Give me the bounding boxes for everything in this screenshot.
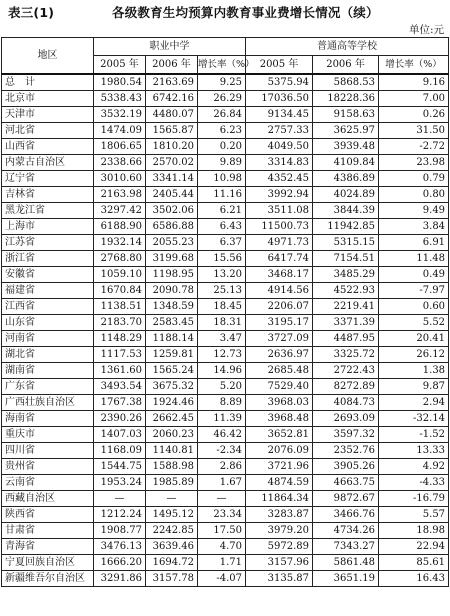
- higher-growth-cell: 0.79: [379, 171, 449, 187]
- vocational-2005-cell: 1932.14: [94, 235, 146, 251]
- higher-growth-cell: 13.33: [379, 443, 449, 459]
- higher-2005-cell: 5375.94: [246, 74, 313, 91]
- region-cell: 总 计: [2, 74, 94, 91]
- header-higher-education: 普通高等学校: [246, 38, 449, 56]
- table-row: [2, 491, 449, 507]
- higher-growth-cell: 1.38: [379, 363, 449, 379]
- vocational-2005-cell: 1168.09: [94, 443, 146, 459]
- higher-2005-cell: 3727.09: [246, 331, 313, 347]
- region-cell: 黑龙江省: [2, 203, 94, 219]
- higher-growth-cell: -1.52: [379, 427, 449, 443]
- vocational-2005-cell: 1806.65: [94, 139, 146, 155]
- higher-growth-cell: 0.26: [379, 107, 449, 123]
- region-cell: 江西省: [2, 299, 94, 315]
- higher-2005-cell: 2076.09: [246, 443, 313, 459]
- vocational-2005-cell: 1953.24: [94, 475, 146, 491]
- vocational-2006-cell: 1565.87: [146, 123, 198, 139]
- vocational-2006-cell: 1810.20: [146, 139, 198, 155]
- unit-label: 单位:元: [408, 24, 444, 36]
- region-cell: 内蒙古自治区: [2, 155, 94, 171]
- vocational-growth-cell: 13.20: [198, 267, 246, 283]
- vocational-growth-cell: 11.16: [198, 187, 246, 203]
- region-cell: 湖北省: [2, 347, 94, 363]
- region-cell: 福建省: [2, 283, 94, 299]
- higher-growth-cell: 5.52: [379, 315, 449, 331]
- vocational-2006-cell: 1140.81: [146, 443, 198, 459]
- higher-2005-cell: 3992.94: [246, 187, 313, 203]
- higher-2005-cell: 2206.07: [246, 299, 313, 315]
- region-cell: 新疆维吾尔自治区: [2, 571, 94, 587]
- region-cell: 陕西省: [2, 507, 94, 523]
- table-row: [2, 411, 449, 427]
- vocational-2006-cell: 1588.98: [146, 459, 198, 475]
- table-row: [2, 251, 449, 267]
- higher-2005-cell: 17036.50: [246, 91, 313, 107]
- vocational-growth-cell: 6.23: [198, 123, 246, 139]
- higher-2005-cell: 3314.83: [246, 155, 313, 171]
- higher-growth-cell: -4.33: [379, 475, 449, 491]
- vocational-2006-cell: 1565.24: [146, 363, 198, 379]
- region-cell: 云南省: [2, 475, 94, 491]
- region-cell: 青海省: [2, 539, 94, 555]
- higher-2005-cell: 3283.87: [246, 507, 313, 523]
- vocational-2006-cell: 1694.72: [146, 555, 198, 571]
- table-row: [2, 203, 449, 219]
- higher-2005-cell: 3968.03: [246, 395, 313, 411]
- vocational-2006-cell: 6742.16: [146, 91, 198, 107]
- table-row: [2, 91, 449, 107]
- vocational-2006-cell: 4480.07: [146, 107, 198, 123]
- region-cell: 辽宁省: [2, 171, 94, 187]
- vocational-growth-cell: 18.45: [198, 299, 246, 315]
- table-row: [2, 555, 449, 571]
- vocational-2005-cell: 1767.38: [94, 395, 146, 411]
- higher-2006-cell: 2693.09: [313, 411, 379, 427]
- table-row: [2, 187, 449, 203]
- vocational-growth-cell: 0.20: [198, 139, 246, 155]
- table-row: [2, 507, 449, 523]
- vocational-2005-cell: 2768.80: [94, 251, 146, 267]
- table-row: [2, 459, 449, 475]
- vocational-2005-cell: 6188.90: [94, 219, 146, 235]
- table-row: [2, 523, 449, 539]
- vocational-2005-cell: 3532.19: [94, 107, 146, 123]
- vocational-2005-cell: 1544.75: [94, 459, 146, 475]
- region-cell: 重庆市: [2, 427, 94, 443]
- table-title-text: 各级教育生均预算内教育事业费增长情况（续）: [112, 5, 379, 20]
- vocational-2005-cell: 1474.09: [94, 123, 146, 139]
- higher-2005-cell: 2757.33: [246, 123, 313, 139]
- higher-2006-cell: 3485.29: [313, 267, 379, 283]
- higher-2006-cell: 2219.41: [313, 299, 379, 315]
- vocational-growth-cell: 4.70: [198, 539, 246, 555]
- vocational-growth-cell: 14.96: [198, 363, 246, 379]
- vocational-growth-cell: —: [198, 491, 246, 507]
- vocational-growth-cell: 9.89: [198, 155, 246, 171]
- region-cell: 安徽省: [2, 267, 94, 283]
- table-row: [2, 299, 449, 315]
- higher-growth-cell: -7.97: [379, 283, 449, 299]
- higher-growth-cell: 11.48: [379, 251, 449, 267]
- table-row: [2, 235, 449, 251]
- higher-growth-cell: -32.14: [379, 411, 449, 427]
- vocational-2005-cell: —: [94, 491, 146, 507]
- region-cell: 山西省: [2, 139, 94, 155]
- higher-growth-cell: 0.49: [379, 267, 449, 283]
- higher-2005-cell: 3195.17: [246, 315, 313, 331]
- vocational-growth-cell: 6.37: [198, 235, 246, 251]
- table-row: [2, 347, 449, 363]
- vocational-2005-cell: 2338.66: [94, 155, 146, 171]
- vocational-2006-cell: 3157.78: [146, 571, 198, 587]
- table-row: [2, 74, 449, 91]
- higher-2005-cell: 3135.87: [246, 571, 313, 587]
- header-year-2006-vocational: 2006 年: [146, 56, 198, 75]
- higher-2006-cell: 5868.53: [313, 74, 379, 91]
- vocational-growth-cell: 8.89: [198, 395, 246, 411]
- higher-2005-cell: 3511.08: [246, 203, 313, 219]
- higher-2006-cell: 2722.43: [313, 363, 379, 379]
- region-cell: 吉林省: [2, 187, 94, 203]
- vocational-2005-cell: 3476.13: [94, 539, 146, 555]
- vocational-2005-cell: 1361.60: [94, 363, 146, 379]
- vocational-2005-cell: 1117.53: [94, 347, 146, 363]
- vocational-growth-cell: 1.67: [198, 475, 246, 491]
- higher-2006-cell: 18228.36: [313, 91, 379, 107]
- table-row: [2, 107, 449, 123]
- higher-2006-cell: 4109.84: [313, 155, 379, 171]
- vocational-2006-cell: 1188.14: [146, 331, 198, 347]
- region-cell: 海南省: [2, 411, 94, 427]
- vocational-growth-cell: 3.47: [198, 331, 246, 347]
- vocational-2006-cell: 2055.23: [146, 235, 198, 251]
- vocational-2005-cell: 1908.77: [94, 523, 146, 539]
- header-year-2006-higher: 2006 年: [313, 56, 379, 75]
- higher-2006-cell: 11942.85: [313, 219, 379, 235]
- higher-growth-cell: 0.60: [379, 299, 449, 315]
- higher-growth-cell: 22.94: [379, 539, 449, 555]
- region-cell: 河北省: [2, 123, 94, 139]
- table-row: [2, 475, 449, 491]
- vocational-2005-cell: 2390.26: [94, 411, 146, 427]
- higher-growth-cell: 23.98: [379, 155, 449, 171]
- table-row: [2, 267, 449, 283]
- higher-growth-cell: 20.41: [379, 331, 449, 347]
- higher-2005-cell: 3968.48: [246, 411, 313, 427]
- higher-growth-cell: 6.91: [379, 235, 449, 251]
- higher-growth-cell: 2.94: [379, 395, 449, 411]
- vocational-growth-cell: 10.98: [198, 171, 246, 187]
- vocational-2005-cell: 5338.43: [94, 91, 146, 107]
- higher-2005-cell: 4874.59: [246, 475, 313, 491]
- table-row: [2, 283, 449, 299]
- table-row: [2, 155, 449, 171]
- region-cell: 四川省: [2, 443, 94, 459]
- table-row: [2, 379, 449, 395]
- vocational-2006-cell: 1985.89: [146, 475, 198, 491]
- vocational-2006-cell: 2242.85: [146, 523, 198, 539]
- vocational-2006-cell: 1259.81: [146, 347, 198, 363]
- higher-2006-cell: 4487.95: [313, 331, 379, 347]
- vocational-2005-cell: 1138.51: [94, 299, 146, 315]
- vocational-growth-cell: 12.73: [198, 347, 246, 363]
- table-row: [2, 139, 449, 155]
- higher-2005-cell: 7529.40: [246, 379, 313, 395]
- higher-2005-cell: 4352.45: [246, 171, 313, 187]
- table-row: [2, 395, 449, 411]
- table-row: [2, 219, 449, 235]
- higher-2006-cell: 4084.73: [313, 395, 379, 411]
- higher-growth-cell: 9.87: [379, 379, 449, 395]
- header-growth-higher: 增长率（%）: [379, 56, 449, 75]
- vocational-growth-cell: 15.56: [198, 251, 246, 267]
- vocational-2006-cell: 2662.45: [146, 411, 198, 427]
- vocational-growth-cell: 9.25: [198, 74, 246, 91]
- vocational-2006-cell: 3675.32: [146, 379, 198, 395]
- higher-2006-cell: 3625.97: [313, 123, 379, 139]
- higher-2005-cell: 4914.56: [246, 283, 313, 299]
- higher-growth-cell: 9.49: [379, 203, 449, 219]
- vocational-growth-cell: 23.34: [198, 507, 246, 523]
- vocational-2006-cell: 1495.12: [146, 507, 198, 523]
- vocational-2005-cell: 1407.03: [94, 427, 146, 443]
- vocational-growth-cell: 1.71: [198, 555, 246, 571]
- table-row: [2, 363, 449, 379]
- higher-2006-cell: 3844.39: [313, 203, 379, 219]
- higher-growth-cell: -16.79: [379, 491, 449, 507]
- higher-2006-cell: 3325.72: [313, 347, 379, 363]
- table-row: [2, 171, 449, 187]
- region-cell: 西藏自治区: [2, 491, 94, 507]
- higher-growth-cell: 31.50: [379, 123, 449, 139]
- higher-2006-cell: 9158.63: [313, 107, 379, 123]
- higher-2006-cell: 2352.76: [313, 443, 379, 459]
- higher-2005-cell: 3157.96: [246, 555, 313, 571]
- table-row: [2, 571, 449, 587]
- vocational-growth-cell: 6.43: [198, 219, 246, 235]
- higher-growth-cell: 85.61: [379, 555, 449, 571]
- higher-2005-cell: 3468.17: [246, 267, 313, 283]
- header-year-2005-higher: 2005 年: [246, 56, 313, 75]
- vocational-growth-cell: -4.07: [198, 571, 246, 587]
- vocational-2006-cell: 2090.78: [146, 283, 198, 299]
- table-row: [2, 331, 449, 347]
- header-year-2005-vocational: 2005 年: [94, 56, 146, 75]
- vocational-2006-cell: 3199.68: [146, 251, 198, 267]
- vocational-2006-cell: 1924.46: [146, 395, 198, 411]
- region-cell: 广西壮族自治区: [2, 395, 94, 411]
- higher-2006-cell: 3905.26: [313, 459, 379, 475]
- higher-2005-cell: 3979.20: [246, 523, 313, 539]
- higher-2006-cell: 4522.93: [313, 283, 379, 299]
- higher-growth-cell: 26.12: [379, 347, 449, 363]
- higher-2006-cell: 3466.76: [313, 507, 379, 523]
- higher-2006-cell: 4386.89: [313, 171, 379, 187]
- vocational-growth-cell: 18.31: [198, 315, 246, 331]
- higher-2006-cell: 8272.89: [313, 379, 379, 395]
- vocational-growth-cell: 11.39: [198, 411, 246, 427]
- region-cell: 贵州省: [2, 459, 94, 475]
- vocational-2006-cell: 2405.44: [146, 187, 198, 203]
- vocational-2005-cell: 3493.54: [94, 379, 146, 395]
- header-region: 地区: [2, 38, 94, 75]
- vocational-2005-cell: 3297.42: [94, 203, 146, 219]
- region-cell: 宁夏回族自治区: [2, 555, 94, 571]
- vocational-growth-cell: 26.29: [198, 91, 246, 107]
- vocational-growth-cell: 5.20: [198, 379, 246, 395]
- higher-2006-cell: 5315.15: [313, 235, 379, 251]
- vocational-2005-cell: 2163.98: [94, 187, 146, 203]
- vocational-growth-cell: -2.34: [198, 443, 246, 459]
- vocational-growth-cell: 25.13: [198, 283, 246, 299]
- higher-2005-cell: 11864.34: [246, 491, 313, 507]
- higher-2006-cell: 4024.89: [313, 187, 379, 203]
- vocational-2006-cell: 6586.88: [146, 219, 198, 235]
- higher-2006-cell: 3651.19: [313, 571, 379, 587]
- vocational-2005-cell: 1148.29: [94, 331, 146, 347]
- vocational-2006-cell: 2163.69: [146, 74, 198, 91]
- region-cell: 甘肃省: [2, 523, 94, 539]
- table-row: [2, 123, 449, 139]
- region-cell: 上海市: [2, 219, 94, 235]
- higher-2005-cell: 4971.73: [246, 235, 313, 251]
- table-body: [2, 74, 449, 587]
- vocational-growth-cell: 6.21: [198, 203, 246, 219]
- region-cell: 山东省: [2, 315, 94, 331]
- higher-2006-cell: 4734.26: [313, 523, 379, 539]
- region-cell: 北京市: [2, 91, 94, 107]
- region-cell: 湖南省: [2, 363, 94, 379]
- vocational-2005-cell: 3291.86: [94, 571, 146, 587]
- higher-growth-cell: 4.92: [379, 459, 449, 475]
- table-row: [2, 427, 449, 443]
- vocational-2005-cell: 1059.10: [94, 267, 146, 283]
- header-growth-vocational: 增长率（%）: [198, 56, 246, 75]
- vocational-2005-cell: 2183.70: [94, 315, 146, 331]
- vocational-2006-cell: 1348.59: [146, 299, 198, 315]
- table-row: [2, 315, 449, 331]
- region-cell: 天津市: [2, 107, 94, 123]
- higher-2006-cell: 4663.75: [313, 475, 379, 491]
- higher-2005-cell: 3721.96: [246, 459, 313, 475]
- higher-growth-cell: 5.57: [379, 507, 449, 523]
- vocational-2005-cell: 1666.20: [94, 555, 146, 571]
- vocational-growth-cell: 2.86: [198, 459, 246, 475]
- vocational-growth-cell: 46.42: [198, 427, 246, 443]
- higher-growth-cell: 18.98: [379, 523, 449, 539]
- higher-growth-cell: -2.72: [379, 139, 449, 155]
- data-table: [1, 37, 449, 587]
- vocational-2006-cell: 2570.02: [146, 155, 198, 171]
- vocational-growth-cell: 17.50: [198, 523, 246, 539]
- higher-2005-cell: 9134.45: [246, 107, 313, 123]
- higher-2006-cell: 7343.27: [313, 539, 379, 555]
- table-number: 表三(1): [8, 5, 55, 20]
- higher-2005-cell: 2636.97: [246, 347, 313, 363]
- vocational-growth-cell: 26.84: [198, 107, 246, 123]
- higher-2005-cell: 6417.74: [246, 251, 313, 267]
- higher-2005-cell: 2685.48: [246, 363, 313, 379]
- higher-2006-cell: 5861.48: [313, 555, 379, 571]
- higher-2005-cell: 4049.50: [246, 139, 313, 155]
- vocational-2006-cell: 3341.14: [146, 171, 198, 187]
- vocational-2005-cell: 1670.84: [94, 283, 146, 299]
- higher-2006-cell: 3597.32: [313, 427, 379, 443]
- header-vocational-school: 职业中学: [94, 38, 246, 56]
- region-cell: 河南省: [2, 331, 94, 347]
- vocational-2006-cell: 3502.06: [146, 203, 198, 219]
- higher-growth-cell: 3.84: [379, 219, 449, 235]
- table-row: [2, 443, 449, 459]
- table-row: [2, 539, 449, 555]
- higher-2006-cell: 3371.39: [313, 315, 379, 331]
- higher-growth-cell: 9.16: [379, 74, 449, 91]
- region-cell: 浙江省: [2, 251, 94, 267]
- vocational-2006-cell: —: [146, 491, 198, 507]
- higher-growth-cell: 7.00: [379, 91, 449, 107]
- vocational-2005-cell: 1212.24: [94, 507, 146, 523]
- vocational-2005-cell: 3010.60: [94, 171, 146, 187]
- region-cell: 江苏省: [2, 235, 94, 251]
- vocational-2006-cell: 2583.45: [146, 315, 198, 331]
- higher-2006-cell: 3939.48: [313, 139, 379, 155]
- higher-2005-cell: 5972.89: [246, 539, 313, 555]
- higher-2006-cell: 7154.51: [313, 251, 379, 267]
- higher-2006-cell: 9872.67: [313, 491, 379, 507]
- vocational-2006-cell: 2060.23: [146, 427, 198, 443]
- vocational-2006-cell: 3639.46: [146, 539, 198, 555]
- region-cell: 广东省: [2, 379, 94, 395]
- vocational-2006-cell: 1198.95: [146, 267, 198, 283]
- higher-growth-cell: 0.80: [379, 187, 449, 203]
- higher-2005-cell: 3652.81: [246, 427, 313, 443]
- higher-2005-cell: 11500.73: [246, 219, 313, 235]
- higher-growth-cell: 16.43: [379, 571, 449, 587]
- vocational-2005-cell: 1980.54: [94, 74, 146, 91]
